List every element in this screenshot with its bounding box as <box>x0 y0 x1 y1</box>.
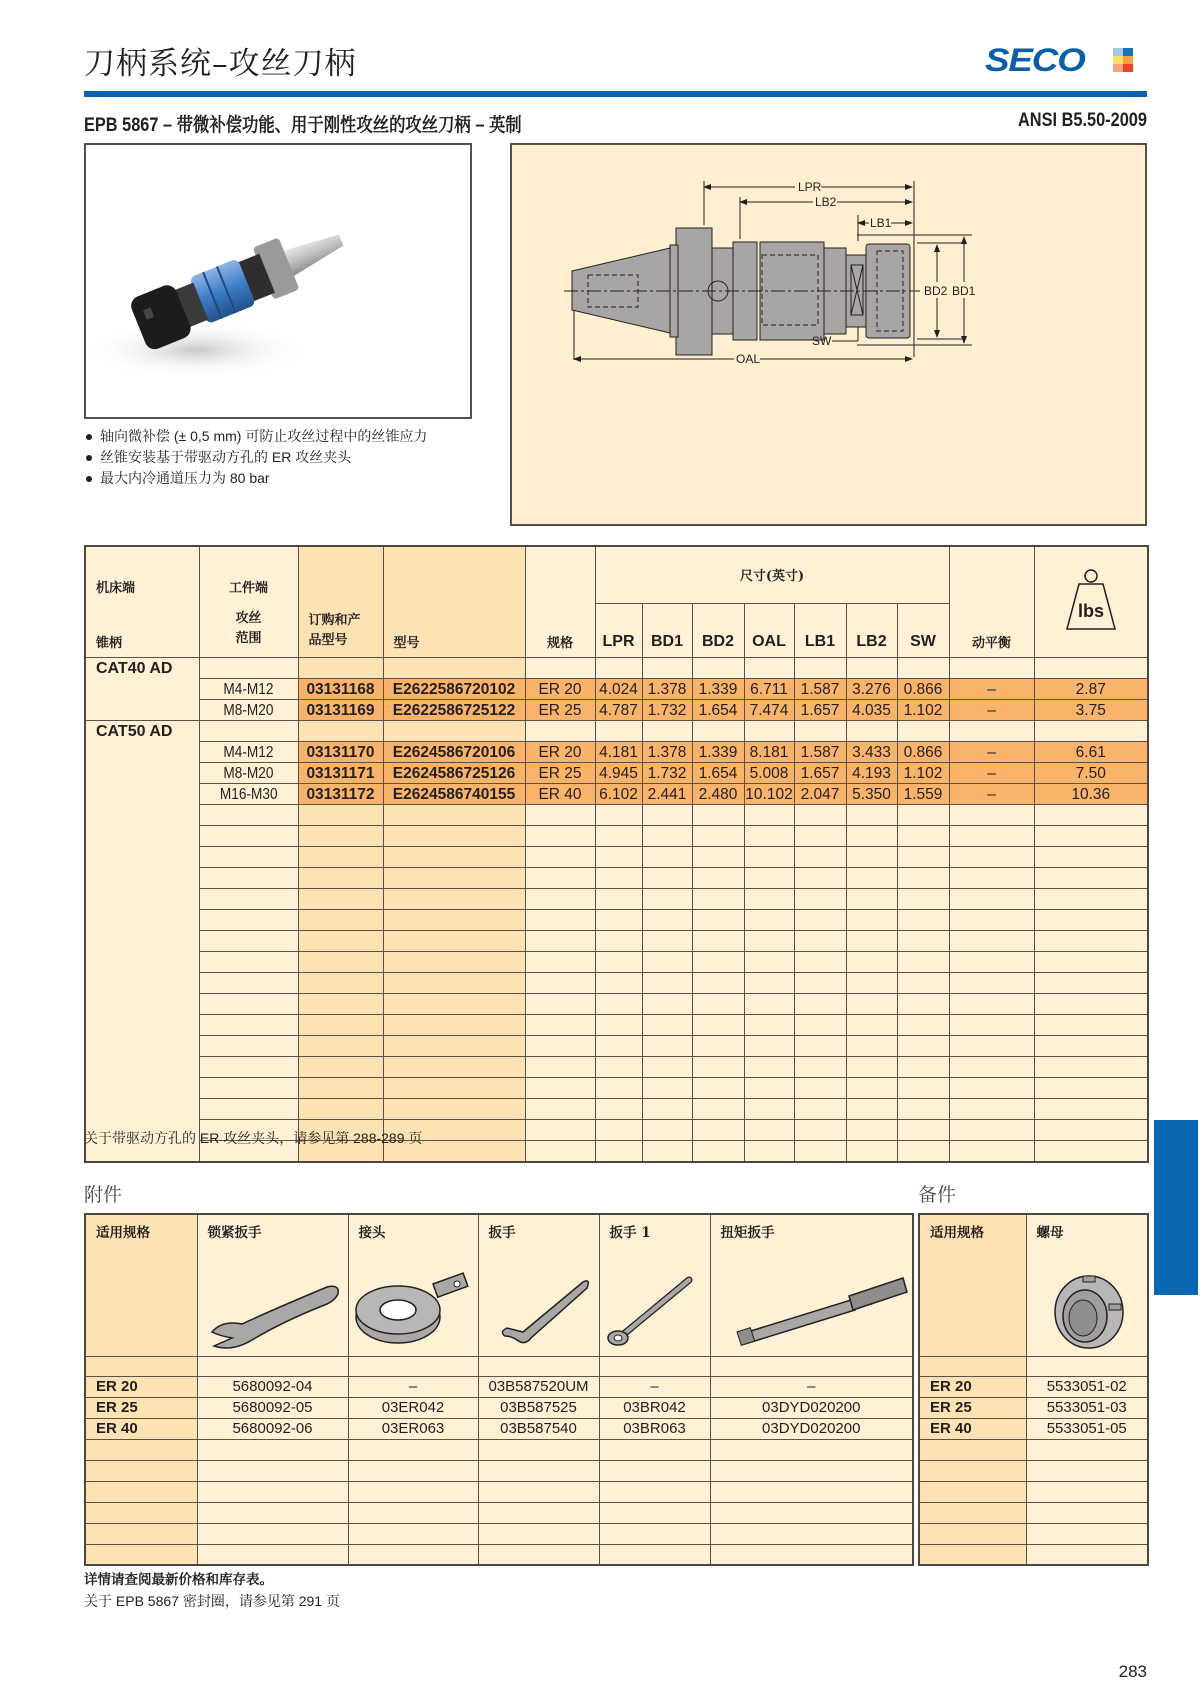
empty-row <box>85 1057 1148 1078</box>
empty-row <box>85 994 1148 1015</box>
designation: E2624586720106 <box>383 742 525 763</box>
order-number[interactable]: 03131170 <box>298 742 383 763</box>
empty-row <box>85 1544 913 1565</box>
page-number: 283 <box>1118 1662 1147 1681</box>
label-bd2: BD2 <box>924 284 948 298</box>
header-bd1: BD1 <box>642 603 692 657</box>
spare-parts-table <box>918 1213 1149 1566</box>
accessory-row[interactable]: ER 40 5680092-06 03ER063 03B587540 03BR063 03DYD020200 <box>85 1418 913 1439</box>
table-row[interactable]: M4-M12 03131168 E2622586720102 ER 20 4.024 1.378 1.339 6.711 1.587 3.276 0.866 – 2.87 <box>85 679 1148 700</box>
spare-header-nut: 螺母 <box>1026 1214 1148 1356</box>
weight-lbs-icon <box>1061 567 1121 633</box>
empty-row <box>85 1481 913 1502</box>
empty-row <box>85 889 1148 910</box>
header-work-side: 工件端 攻丝 范围 <box>199 546 298 658</box>
torque-wrench-icon <box>731 1262 911 1352</box>
empty-row <box>919 1523 1148 1544</box>
header-taper: 锥柄 <box>96 636 123 651</box>
empty-row <box>85 1460 913 1481</box>
header-lb2: LB2 <box>846 603 897 657</box>
empty-row <box>85 910 1148 931</box>
accessories-table <box>84 1213 914 1566</box>
empty-row <box>919 1544 1148 1565</box>
taper-cat50: CAT50 AD <box>85 721 199 1162</box>
header-tap-range: 攻丝 范围 <box>235 611 262 646</box>
brand-name: SECO <box>985 42 1085 78</box>
empty-row <box>85 1502 913 1523</box>
table-row[interactable]: M8-M20 03131169 E2622586725122 ER 25 4.787 1.732 1.654 7.474 1.657 4.035 1.102 – 3.75 <box>85 700 1148 721</box>
feature-item: 最大内冷通道压力为 80 bar <box>84 468 427 489</box>
empty-row <box>919 1502 1148 1523</box>
logo-color-squares-icon <box>1113 48 1133 72</box>
price-list-note: 详情请查阅最新价格和库存表。 <box>84 1572 273 1588</box>
feature-item: 丝锥安装基于带驱动方孔的 ER 攻丝夹头 <box>84 447 427 468</box>
empty-row <box>85 952 1148 973</box>
dimension-diagram <box>510 143 1147 526</box>
spare-row[interactable]: ER 40 5533051-05 <box>919 1418 1148 1439</box>
label-lb2: LB2 <box>815 195 837 209</box>
header-balance: 动平衡 <box>949 546 1034 658</box>
empty-row <box>85 868 1148 889</box>
label-lpr: LPR <box>798 180 822 194</box>
header-bd2: BD2 <box>692 603 744 657</box>
standard-label: ANSI B5.50-2009 <box>1018 110 1147 131</box>
page-title: 刀柄系统–攻丝刀柄 <box>84 46 357 82</box>
acc-header-wrench: 扳手 <box>478 1214 599 1356</box>
acc-header-adapter: 接头 <box>348 1214 478 1356</box>
designation: E2624586725126 <box>383 763 525 784</box>
group-row-cat50 <box>85 721 1148 742</box>
label-sw: SW <box>812 334 832 348</box>
header-dimensions: 尺寸(英寸) <box>595 546 949 603</box>
header-weight <box>1034 546 1148 658</box>
label-oal: OAL <box>736 352 761 366</box>
spare-parts-label: 备件 <box>918 1184 957 1206</box>
empty-row <box>85 1523 913 1544</box>
spare-row[interactable]: ER 25 5533051-03 <box>919 1397 1148 1418</box>
feature-list <box>84 426 427 489</box>
header-size: 规格 <box>525 546 595 658</box>
header-lpr: LPR <box>595 603 642 657</box>
designation: E2622586720102 <box>383 679 525 700</box>
designation: E2622586725122 <box>383 700 525 721</box>
accessory-row[interactable]: ER 25 5680092-05 03ER042 03B587525 03BR042 03DYD020200 <box>85 1397 913 1418</box>
taper-cat40: CAT40 AD <box>85 658 199 721</box>
empty-row <box>85 973 1148 994</box>
feature-item: 轴向微补偿 (± 0,5 mm) 可防止攻丝过程中的丝锥应力 <box>84 426 427 447</box>
spare-row[interactable]: ER 20 5533051-02 <box>919 1376 1148 1397</box>
svg-text:lbs: lbs <box>1077 601 1104 621</box>
acc-header-lock-wrench: 锁紧扳手 <box>197 1214 348 1356</box>
empty-row <box>85 1015 1148 1036</box>
empty-row <box>85 1078 1148 1099</box>
acc-header-wrench-1: 扳手 1 <box>599 1214 710 1356</box>
table-row[interactable]: M8-M20 03131171 E2624586725126 ER 25 4.945 1.732 1.654 5.008 1.657 4.193 1.102 – 7.50 <box>85 763 1148 784</box>
empty-row <box>85 826 1148 847</box>
acc-header-torque-wrench: 扭矩扳手 <box>710 1214 913 1356</box>
order-number[interactable]: 03131171 <box>298 763 383 784</box>
empty-row <box>85 1036 1148 1057</box>
collet-nut-icon <box>1049 1262 1129 1352</box>
order-number[interactable]: 03131172 <box>298 784 383 805</box>
order-number[interactable]: 03131168 <box>298 679 383 700</box>
label-bd1: BD1 <box>952 284 976 298</box>
spare-header-size: 适用规格 <box>919 1214 1026 1356</box>
seco-logo <box>985 42 1145 78</box>
table-row[interactable]: M4-M12 03131170 E2624586720106 ER 20 4.181 1.378 1.339 8.181 1.587 3.433 0.866 – 6.61 <box>85 742 1148 763</box>
product-table <box>84 545 1149 1163</box>
empty-row <box>85 931 1148 952</box>
seal-reference-note: 关于 EPB 5867 密封圈，请参见第 291 页 <box>84 1593 340 1609</box>
ratchet-wrench-icon <box>604 1262 704 1352</box>
header-designation: 型号 <box>383 546 525 658</box>
empty-row <box>85 847 1148 868</box>
designation: E2624586740155 <box>383 784 525 805</box>
lock-wrench-icon <box>202 1262 342 1352</box>
order-number[interactable]: 03131169 <box>298 700 383 721</box>
acc-header-size: 适用规格 <box>85 1214 197 1356</box>
product-subtitle: EPB 5867 – 带微补偿功能、用于刚性攻丝的攻丝刀柄 – 英制 <box>84 115 522 136</box>
collet-reference-note: 关于带驱动方孔的 ER 攻丝夹头，请参见第 288-289 页 <box>84 1130 423 1146</box>
empty-row <box>919 1481 1148 1502</box>
empty-row <box>919 1439 1148 1460</box>
empty-row <box>919 1460 1148 1481</box>
group-row-cat40 <box>85 658 1148 679</box>
header-order-no: 订购和产 品型号 <box>298 546 383 658</box>
header-oal: OAL <box>744 603 794 657</box>
empty-row <box>85 805 1148 826</box>
header-sw: SW <box>897 603 949 657</box>
header-lb1: LB1 <box>794 603 846 657</box>
accessory-row[interactable]: ER 20 5680092-04 – 03B587520UM – – <box>85 1376 913 1397</box>
label-lb1: LB1 <box>870 216 892 230</box>
table-row[interactable]: M16-M30 03131172 E2624586740155 ER 40 6.102 2.441 2.480 10.102 2.047 5.350 1.559 – 10.36 <box>85 784 1148 805</box>
header-machine-side: 机床端 锥柄 <box>85 546 199 658</box>
section-side-tab <box>1154 1120 1198 1295</box>
title-rule <box>84 91 1147 97</box>
wrench-icon <box>483 1262 593 1352</box>
adapter-ring-icon <box>353 1262 473 1352</box>
footer-notes <box>84 1570 340 1612</box>
product-photo <box>84 143 472 419</box>
tap-holder-photo-icon <box>86 145 472 419</box>
empty-row <box>85 1099 1148 1120</box>
empty-row <box>85 1439 913 1460</box>
accessories-label: 附件 <box>84 1184 123 1206</box>
